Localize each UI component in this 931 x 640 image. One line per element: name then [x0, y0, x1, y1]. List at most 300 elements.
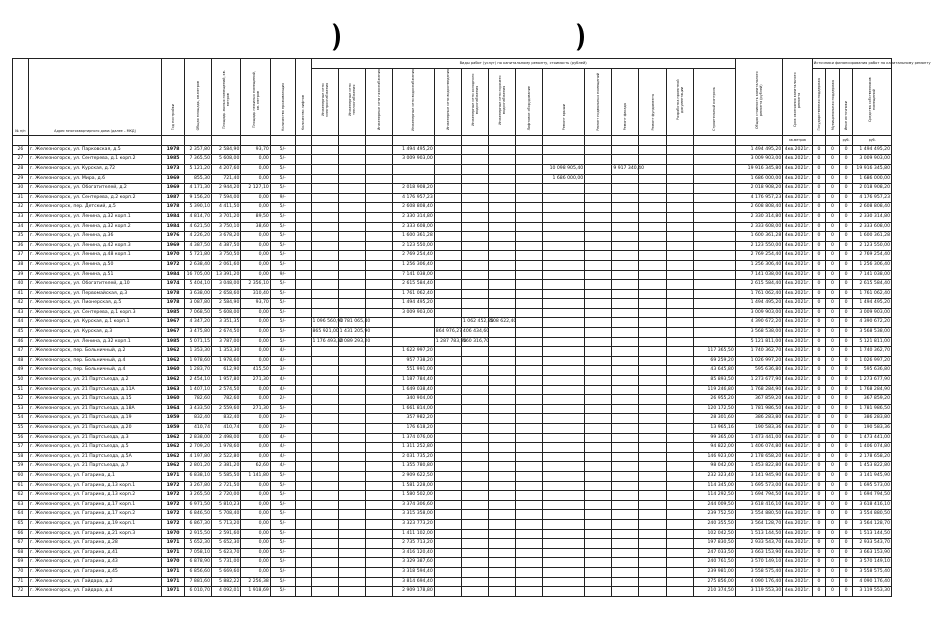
work-cost-cell-2 — [365, 481, 392, 491]
work-cost-cell-12 — [666, 328, 693, 338]
lifts-cell — [295, 174, 311, 184]
nonliving-area-cell: 0,00 — [241, 318, 270, 328]
living-area-cell: 1 978,60 — [212, 443, 241, 453]
living-area-cell: 5 882,22 — [212, 577, 241, 587]
lifts-cell — [295, 471, 311, 481]
finance-cell-2: 0 — [839, 318, 853, 328]
deadline-cell: 4кв.2021г. — [783, 203, 812, 213]
work-cost-cell-9 — [585, 519, 612, 529]
work-cost-cell-10 — [612, 184, 639, 194]
finance-cell-3: 19 916 345,80 — [853, 164, 892, 174]
lifts-cell — [295, 404, 311, 414]
work-cost-cell-12 — [666, 356, 693, 366]
work-cost-cell-0 — [311, 481, 338, 491]
address-cell: г. Железногорск, ул. Ленина, д.36 — [28, 232, 161, 242]
total-cost-cell: 4 390 672,20 — [735, 318, 782, 328]
address-cell: г. Железногорск, ул. 21 Партсъезда, д.5А — [28, 452, 161, 462]
deadline-cell: 4кв.2021г. — [783, 251, 812, 261]
finance-cell-1: 0 — [826, 289, 840, 299]
year-cell: 1971 — [162, 539, 185, 549]
work-cost-cell-5 — [461, 241, 488, 251]
row-number-cell: 41 — [13, 289, 29, 299]
lifts-cell — [295, 203, 311, 213]
work-cost-cell-12 — [666, 174, 693, 184]
work-cost-cell-8 — [543, 491, 585, 501]
total-area-cell: 6 846,50 — [184, 510, 211, 520]
work-cost-cell-5 — [461, 270, 488, 280]
row-number-cell: 51 — [13, 385, 29, 395]
work-cost-cell-11 — [639, 356, 666, 366]
total-cost-cell: 2 933 543,70 — [735, 539, 782, 549]
work-cost-cell-5 — [461, 174, 488, 184]
work-cost-cell-4 — [434, 548, 461, 558]
total-area-cell: 5 390,10 — [184, 203, 211, 213]
work-cost-cell-7 — [516, 193, 543, 203]
total-cost-cell: 1 273 677,90 — [735, 376, 782, 386]
floors-cell: 5/- — [270, 232, 295, 242]
address-cell: г. Железногорск, ул. 21 Партсъезда, д.15 — [28, 395, 161, 405]
finance-cell-0: 0 — [812, 414, 826, 424]
work-cost-cell-4: 1 287 783,90 — [434, 337, 461, 347]
finance-cell-2: 0 — [839, 270, 853, 280]
finance-cell-3: 5 121 811,00 — [853, 337, 892, 347]
deadline-cell: 4кв.2021г. — [783, 414, 812, 424]
finance-cell-2: 0 — [839, 433, 853, 443]
finance-cell-2: 0 — [839, 519, 853, 529]
work-cost-cell-5 — [461, 376, 488, 386]
lifts-cell — [295, 539, 311, 549]
finance-cell-1: 0 — [826, 251, 840, 261]
floors-cell: 2/- — [270, 424, 295, 434]
work-cost-cell-5 — [461, 193, 488, 203]
finance-cell-1: 0 — [826, 337, 840, 347]
deadline-cell: 4кв.2021г. — [783, 443, 812, 453]
work-cost-cell-7 — [516, 347, 543, 357]
work-cost-cell-8 — [543, 347, 585, 357]
finance-cell-1: 0 — [826, 308, 840, 318]
address-cell: г. Железногорск, ул. Гагарина, д.13 корп.1 — [28, 481, 161, 491]
work-cost-cell-5 — [461, 462, 488, 472]
work-cost-cell-5 — [461, 347, 488, 357]
living-area-cell: 2 574,50 — [212, 385, 241, 395]
finance-cell-3: 1 600 361,28 — [853, 232, 892, 242]
living-area-cell: 2 674,50 — [212, 328, 241, 338]
year-cell: 1985 — [162, 337, 185, 347]
total-area-cell: 5 404,10 — [184, 280, 211, 290]
work-cost-cell-3: 2 018 908,20 — [392, 184, 434, 194]
floors-cell: 5/- — [270, 318, 295, 328]
work-cost-cell-10 — [612, 510, 639, 520]
finance-cell-3: 2 933 543,70 — [853, 539, 892, 549]
living-area-cell: 2 658,60 — [212, 289, 241, 299]
work-cost-cell-3: 1 649 038,40 — [392, 385, 434, 395]
row-number-cell: 64 — [13, 510, 29, 520]
work-cost-cell-11 — [639, 433, 666, 443]
nonliving-area-cell: 1 918,69 — [241, 587, 270, 597]
total-area-cell: 5 071,15 — [184, 337, 211, 347]
living-area-cell: 5 731,00 — [212, 558, 241, 568]
work-cost-cell-11 — [639, 500, 666, 510]
lifts-cell — [295, 376, 311, 386]
work-cost-cell-2 — [365, 452, 392, 462]
work-cost-cell-1 — [338, 452, 365, 462]
work-cost-cell-3: 3 318 594,40 — [392, 567, 434, 577]
work-cost-cell-10 — [612, 347, 639, 357]
work-cost-cell-6 — [489, 433, 516, 443]
col-living-area-header — [212, 59, 241, 136]
work-cost-cell-12 — [666, 404, 693, 414]
unit-cell — [13, 136, 29, 146]
work-cost-cell-0 — [311, 376, 338, 386]
work-cost-cell-11 — [639, 462, 666, 472]
lifts-cell — [295, 443, 311, 453]
work-cost-cell-10 — [612, 222, 639, 232]
work-cost-cell-6 — [489, 587, 516, 597]
total-cost-cell: 3 141 945,90 — [735, 471, 782, 481]
work-cost-cell-11 — [639, 203, 666, 213]
work-cost-cell-4 — [434, 491, 461, 501]
nonliving-area-cell: 310,40 — [241, 289, 270, 299]
row-number-cell: 34 — [13, 222, 29, 232]
floors-cell: 5/- — [270, 587, 295, 597]
work-cost-cell-8 — [543, 241, 585, 251]
deadline-cell: 4кв.2021г. — [783, 519, 812, 529]
work-cost-cell-13 — [693, 232, 735, 242]
work-cost-cell-0: 865 921,00 — [311, 328, 338, 338]
work-col-header-13 — [693, 68, 735, 136]
work-cost-cell-13: 120 172,50 — [693, 404, 735, 414]
address-cell: г. Железногорск, ул. Первомайская, д.3 — [28, 289, 161, 299]
work-col-header-6 — [489, 68, 516, 136]
address-cell: г. Железногорск, ул. Гагарина, д.21 корп.3 — [28, 529, 161, 539]
work-cost-cell-10 — [612, 174, 639, 184]
row-number-cell: 47 — [13, 347, 29, 357]
unit-cell — [639, 136, 666, 146]
finance-cell-3: 2 333 608,00 — [853, 222, 892, 232]
year-cell: 1978 — [162, 145, 185, 155]
finance-cell-3: 190 583,36 — [853, 424, 892, 434]
living-area-cell: 612,90 — [212, 366, 241, 376]
work-cost-cell-4 — [434, 164, 461, 174]
year-cell: 1967 — [162, 318, 185, 328]
row-number-cell: 61 — [13, 481, 29, 491]
col-lifts-header — [295, 59, 311, 136]
work-cost-cell-4 — [434, 174, 461, 184]
address-cell: г. Железногорск, ул. 21 Партсъезда, д.3 — [28, 433, 161, 443]
finance-cell-2: 0 — [839, 404, 853, 414]
work-cost-cell-0 — [311, 260, 338, 270]
year-cell: 1971 — [162, 587, 185, 597]
work-cost-cell-1 — [338, 510, 365, 520]
work-cost-cell-12 — [666, 337, 693, 347]
deadline-cell: 4кв.2021г. — [783, 366, 812, 376]
work-col-header-10 — [612, 68, 639, 136]
floors-cell: 2/- — [270, 395, 295, 405]
work-cost-cell-13: 232 323,40 — [693, 471, 735, 481]
lifts-cell — [295, 558, 311, 568]
work-cost-cell-6 — [489, 443, 516, 453]
row-number-cell: 40 — [13, 280, 29, 290]
work-cost-cell-9 — [585, 145, 612, 155]
finance-col-header-3-label: Средства собственников помещений — [868, 77, 877, 122]
work-cost-cell-6 — [489, 452, 516, 462]
work-cost-cell-0 — [311, 529, 338, 539]
year-cell: 1984 — [162, 212, 185, 222]
work-col-header-2-label: Инженерные сети газоснабжения — [376, 69, 381, 131]
work-cost-cell-7 — [516, 145, 543, 155]
work-cost-cell-7 — [516, 356, 543, 366]
floors-cell: 9/- — [270, 270, 295, 280]
work-col-header-8 — [543, 68, 585, 136]
work-cost-cell-4 — [434, 212, 461, 222]
work-cost-cell-8 — [543, 318, 585, 328]
deadline-cell: 4кв.2021г. — [783, 500, 812, 510]
lifts-cell — [295, 433, 311, 443]
year-cell: 1972 — [162, 510, 185, 520]
work-col-header-5-label: Инженерные сети холодного водоснабжения — [470, 73, 479, 126]
work-cost-cell-11 — [639, 251, 666, 261]
total-area-cell: 2 638,40 — [184, 260, 211, 270]
work-cost-cell-10 — [612, 500, 639, 510]
total-cost-cell: 1 494 495,20 — [735, 145, 782, 155]
work-cost-cell-2 — [365, 299, 392, 309]
deadline-cell: 4кв.2021г. — [783, 318, 812, 328]
work-cost-cell-7 — [516, 164, 543, 174]
work-cost-cell-4 — [434, 270, 461, 280]
work-cost-cell-0 — [311, 184, 338, 194]
total-cost-cell: 1 686 000,00 — [735, 174, 782, 184]
year-cell: 1959 — [162, 424, 185, 434]
year-cell: 1978 — [162, 299, 185, 309]
total-cost-cell: 19 916 345,80 — [735, 164, 782, 174]
work-cost-cell-5 — [461, 519, 488, 529]
table-row — [13, 395, 892, 405]
work-cost-cell-9 — [585, 222, 612, 232]
work-cost-cell-8 — [543, 145, 585, 155]
living-area-cell: 3 351,35 — [212, 318, 241, 328]
deadline-cell: 4кв.2021г. — [783, 174, 812, 184]
living-area-cell: 1 353,30 — [212, 347, 241, 357]
row-number-cell: 55 — [13, 424, 29, 434]
work-cost-cell-7 — [516, 433, 543, 443]
work-cost-cell-11 — [639, 193, 666, 203]
finance-cell-2: 0 — [839, 145, 853, 155]
work-cost-cell-8 — [543, 577, 585, 587]
work-cost-cell-11 — [639, 222, 666, 232]
work-cost-cell-12 — [666, 433, 693, 443]
finance-cell-1: 0 — [826, 164, 840, 174]
floors-cell: 5/- — [270, 404, 295, 414]
work-cost-cell-0 — [311, 539, 338, 549]
binder-hole-left-icon — [322, 22, 340, 52]
finance-cell-2: 0 — [839, 347, 853, 357]
deadline-cell: 4кв.2021г. — [783, 145, 812, 155]
address-cell: г. Железногорск, ул. Гагарина, д.43 — [28, 558, 161, 568]
work-cost-cell-9 — [585, 184, 612, 194]
lifts-cell — [295, 212, 311, 222]
work-cost-cell-1 — [338, 577, 365, 587]
work-cost-cell-10 — [612, 289, 639, 299]
work-cost-cell-11 — [639, 376, 666, 386]
finance-cell-1: 0 — [826, 510, 840, 520]
work-cost-cell-11 — [639, 299, 666, 309]
total-area-cell: 6 838,10 — [184, 471, 211, 481]
work-cost-cell-7 — [516, 232, 543, 242]
work-cost-cell-9 — [585, 356, 612, 366]
work-cost-cell-13 — [693, 174, 735, 184]
nonliving-area-cell: 0,00 — [241, 270, 270, 280]
work-col-header-9 — [585, 68, 612, 136]
floors-cell: 4/- — [270, 356, 295, 366]
living-area-cell: 4 387,50 — [212, 241, 241, 251]
work-cost-cell-9 — [585, 260, 612, 270]
work-cost-cell-13: 239 981,00 — [693, 567, 735, 577]
work-cost-cell-13: 98 042,00 — [693, 462, 735, 472]
finance-cell-0: 0 — [812, 347, 826, 357]
work-cost-cell-8 — [543, 222, 585, 232]
finance-cell-0: 0 — [812, 222, 826, 232]
work-cost-cell-12 — [666, 212, 693, 222]
nonliving-area-cell: 271,30 — [241, 404, 270, 414]
work-cost-cell-5: 406 434,60 — [461, 328, 488, 338]
lifts-cell — [295, 251, 311, 261]
total-cost-cell: 3 564 128,70 — [735, 519, 782, 529]
table-row — [13, 510, 892, 520]
work-cost-cell-5 — [461, 567, 488, 577]
work-cost-cell-6 — [489, 289, 516, 299]
finance-cell-1: 0 — [826, 366, 840, 376]
year-cell: 1967 — [162, 328, 185, 338]
total-cost-cell: 2 330 314,80 — [735, 212, 782, 222]
work-cost-cell-7 — [516, 251, 543, 261]
work-cost-cell-13 — [693, 164, 735, 174]
work-cost-cell-9 — [585, 155, 612, 165]
work-cost-cell-7 — [516, 174, 543, 184]
row-number-cell: 58 — [13, 452, 29, 462]
work-cost-cell-9 — [585, 289, 612, 299]
total-cost-cell: 3 570 149,10 — [735, 558, 782, 568]
work-cost-cell-9 — [585, 270, 612, 280]
work-cost-cell-12 — [666, 462, 693, 472]
work-cost-cell-10 — [612, 145, 639, 155]
finance-col-header-1-label: Муниципальная поддержка — [830, 80, 835, 131]
finance-cell-3: 3 663 153,90 — [853, 548, 892, 558]
nonliving-area-cell: 0,00 — [241, 452, 270, 462]
work-cost-cell-9 — [585, 587, 612, 597]
work-cost-cell-10 — [612, 519, 639, 529]
work-cost-cell-10 — [612, 395, 639, 405]
finance-col-header-0 — [812, 68, 826, 136]
nonliving-area-cell: 0,00 — [241, 491, 270, 501]
work-col-header-1 — [338, 68, 365, 136]
work-cost-cell-11 — [639, 145, 666, 155]
work-cost-cell-6 — [489, 164, 516, 174]
finance-cell-1: 0 — [826, 356, 840, 366]
finance-cell-3: 1 494 495,20 — [853, 145, 892, 155]
work-cost-cell-9 — [585, 491, 612, 501]
work-cost-cell-1 — [338, 241, 365, 251]
work-cost-cell-10 — [612, 299, 639, 309]
work-cost-cell-4 — [434, 462, 461, 472]
finance-cell-3: 1 406 074,80 — [853, 443, 892, 453]
nonliving-area-cell: 0,00 — [241, 443, 270, 453]
unit-cell — [241, 136, 270, 146]
work-cost-cell-11 — [639, 558, 666, 568]
finance-cell-2: 0 — [839, 548, 853, 558]
work-cost-cell-5 — [461, 414, 488, 424]
col-total-cost-header — [735, 59, 782, 136]
total-area-cell: 4 197,80 — [184, 452, 211, 462]
work-cost-cell-6 — [489, 529, 516, 539]
unit-cell: руб. — [853, 136, 892, 146]
finance-cell-3: 2 769 254,40 — [853, 251, 892, 261]
work-cost-cell-0 — [311, 299, 338, 309]
work-cost-cell-1 — [338, 203, 365, 213]
work-cost-cell-1 — [338, 222, 365, 232]
work-cost-cell-11 — [639, 347, 666, 357]
lifts-cell — [295, 462, 311, 472]
work-cost-cell-13: 239 752,50 — [693, 510, 735, 520]
work-cost-cell-3: 3 009 903,00 — [392, 155, 434, 165]
work-cost-cell-11 — [639, 328, 666, 338]
table-header — [13, 59, 931, 146]
work-cost-cell-8 — [543, 251, 585, 261]
finance-cell-1: 0 — [826, 452, 840, 462]
total-area-cell: 3 265,50 — [184, 491, 211, 501]
work-cost-cell-12 — [666, 347, 693, 357]
nonliving-area-cell: 0,00 — [241, 395, 270, 405]
work-cost-cell-1 — [338, 299, 365, 309]
living-area-cell: 782,60 — [212, 395, 241, 405]
work-cost-cell-5 — [461, 395, 488, 405]
work-cost-cell-7 — [516, 587, 543, 597]
work-cost-cell-0 — [311, 164, 338, 174]
table-row — [13, 155, 892, 165]
work-cost-cell-10 — [612, 424, 639, 434]
work-cost-cell-3: 340 904,00 — [392, 395, 434, 405]
deadline-cell: 4кв.2021г. — [783, 270, 812, 280]
work-cost-cell-6 — [489, 251, 516, 261]
total-area-cell: 6 010,70 — [184, 587, 211, 597]
row-number-cell: 29 — [13, 174, 29, 184]
work-cost-cell-7 — [516, 424, 543, 434]
year-cell: 1972 — [162, 481, 185, 491]
year-cell: 1962 — [162, 433, 185, 443]
living-area-cell: 2 584,90 — [212, 299, 241, 309]
year-cell: 1962 — [162, 376, 185, 386]
finance-cell-0: 0 — [812, 385, 826, 395]
year-cell: 1960 — [162, 366, 185, 376]
work-cost-cell-5 — [461, 424, 488, 434]
finance-cell-2: 0 — [839, 366, 853, 376]
floors-cell: 4/- — [270, 385, 295, 395]
work-cost-cell-0 — [311, 558, 338, 568]
nonliving-area-cell: 0,00 — [241, 193, 270, 203]
lifts-cell — [295, 337, 311, 347]
work-cost-cell-11 — [639, 529, 666, 539]
address-cell: г. Железногорск, ул. 21 Партсъезда, д.19 — [28, 414, 161, 424]
total-area-cell: 3 638,00 — [184, 289, 211, 299]
work-cost-cell-10 — [612, 251, 639, 261]
work-cost-cell-13: 114 345,00 — [693, 481, 735, 491]
total-cost-cell: 3 568 538,00 — [735, 328, 782, 338]
lifts-cell — [295, 347, 311, 357]
col-residents-header — [270, 59, 295, 136]
work-cost-cell-1 — [338, 519, 365, 529]
total-area-cell: 3 433,50 — [184, 404, 211, 414]
work-cost-cell-5 — [461, 500, 488, 510]
work-cost-cell-13: 114 292,50 — [693, 491, 735, 501]
